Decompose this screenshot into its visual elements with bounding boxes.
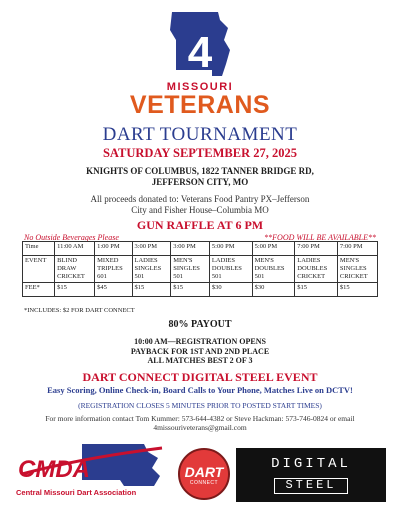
event-line: DOUBLES (211, 265, 242, 272)
digital-steel-logo (236, 448, 386, 502)
beverage-note: No Outside Beverages Please (24, 233, 119, 242)
event-cell (171, 256, 210, 283)
fee-cell: $15 (132, 283, 171, 297)
logo-missouri-text: MISSOURI (166, 81, 234, 93)
event-line: 601 (97, 273, 107, 280)
time-cell: 5:00 PM (209, 242, 252, 256)
event-cell (252, 256, 295, 283)
cmda-logo (12, 440, 172, 502)
event-line: 501 (134, 273, 145, 280)
row-label-event: EVENT (23, 256, 55, 283)
event-line: SINGLES (339, 265, 367, 272)
dartconnect-subtitle: Easy Scoring, Online Check-in, Board Calls to Your Phone, Matches Live on DCTV! (47, 385, 353, 395)
dartconnect-title: DART CONNECT DIGITAL STEEL EVENT (82, 370, 318, 384)
event-line: LADIES (134, 257, 158, 264)
logo-veterans-text: VETERANS (129, 91, 271, 119)
registration-note: (REGISTRATION CLOSES 5 MINUTES PRIOR TO POSTED START TIMES) (78, 401, 322, 410)
fee-cell: $30 (209, 283, 252, 297)
contact-email: 4missouriveterans@gmail.com (153, 423, 247, 432)
fee-includes-note: *INCLUDES: $2 FOR DART CONNECT (24, 307, 135, 314)
event-line: BLIND (57, 257, 77, 264)
schedule-table (22, 241, 378, 297)
event-line: DOUBLES (297, 265, 328, 272)
event-line: CRICKET (339, 273, 368, 280)
row-label-fee: FEE* (23, 283, 55, 297)
payout: 80% PAYOUT (168, 319, 232, 330)
food-note: **FOOD WILL BE AVAILABLE** (264, 233, 376, 242)
event-line: TRIPLES (97, 265, 123, 272)
missouri-veterans-logo (128, 10, 272, 122)
event-cell (95, 256, 132, 283)
venue-line-1: KNIGHTS OF COLUMBUS, 1822 TANNER BRIDGE RD, (86, 166, 314, 176)
event-line: CRICKET (297, 273, 326, 280)
event-line: 501 (254, 273, 265, 280)
time-cell: 3:00 PM (171, 242, 210, 256)
event-line: SINGLES (134, 265, 162, 272)
fee-cell: $30 (252, 283, 295, 297)
time-cell: 3:00 PM (132, 242, 171, 256)
event-line: CRICKET (57, 273, 85, 280)
event-line: DRAW (57, 265, 77, 272)
event-info (0, 337, 400, 366)
event-title: DART TOURNAMENT (102, 124, 298, 145)
event-cell (55, 256, 95, 283)
event-line: MEN'S (254, 257, 274, 264)
dart-connect-sub: CONNECT (189, 480, 219, 486)
dart-connect-word: DART (184, 464, 224, 480)
event-date: SATURDAY SEPTEMBER 27, 2025 (102, 146, 297, 160)
fee-cell: $15 (337, 283, 377, 297)
table-row (23, 242, 378, 256)
venue-line-2: JEFFERSON CITY, MO (151, 177, 249, 187)
contact-info (0, 414, 400, 432)
event-cell (209, 256, 252, 283)
info-line: PAYBACK FOR 1ST AND 2ND PLACE (130, 346, 270, 356)
time-cell: 7:00 PM (295, 242, 338, 256)
event-cell (337, 256, 377, 283)
cmda-acronym: CMDA (18, 456, 90, 483)
time-cell: 1:00 PM (95, 242, 132, 256)
table-row (23, 283, 378, 297)
fee-cell: $15 (171, 283, 210, 297)
proceeds-note (0, 194, 400, 216)
event-line: MIXED (97, 257, 119, 264)
time-cell: 11:00 AM (55, 242, 95, 256)
fee-cell: $45 (95, 283, 132, 297)
event-line: 501 (211, 273, 222, 280)
venue-address (0, 166, 400, 188)
info-line: ALL MATCHES BEST 2 OF 3 (147, 356, 253, 365)
event-cell (132, 256, 171, 283)
event-line: SINGLES (173, 265, 200, 272)
event-line: LADIES (297, 257, 321, 264)
info-line: 10:00 AM—REGISTRATION OPENS (134, 337, 266, 346)
table-row (23, 256, 378, 283)
event-line: MEN'S (339, 257, 360, 264)
dart-connect-logo (178, 448, 230, 500)
gun-raffle: GUN RAFFLE AT 6 PM (136, 218, 264, 232)
contact-line-1: For more information contact Tom Kummer: 573-644-4382 or Steve Hackman: 573-746-0824 or email (45, 414, 355, 423)
digital-steel-line-2: STEEL (274, 478, 348, 494)
event-line: LADIES (211, 257, 236, 264)
cmda-name: Central Missouri Dart Association (16, 488, 137, 497)
logo-number: 4 (187, 28, 213, 77)
time-cell: 7:00 PM (337, 242, 377, 256)
time-cell: 5:00 PM (252, 242, 295, 256)
event-line: MEN'S (173, 257, 193, 264)
event-line: 501 (173, 273, 183, 280)
digital-steel-line-1: DIGITAL (271, 456, 351, 472)
event-line: DOUBLES (254, 265, 285, 272)
proceeds-line-1: All proceeds donated to: Veterans Food Pantry PX–Jefferson (90, 194, 310, 204)
fee-cell: $15 (295, 283, 338, 297)
event-cell (295, 256, 338, 283)
fee-cell: $15 (55, 283, 95, 297)
proceeds-line-2: City and Fisher House–Columbia MO (131, 205, 269, 215)
row-label-time: Time (23, 242, 55, 256)
